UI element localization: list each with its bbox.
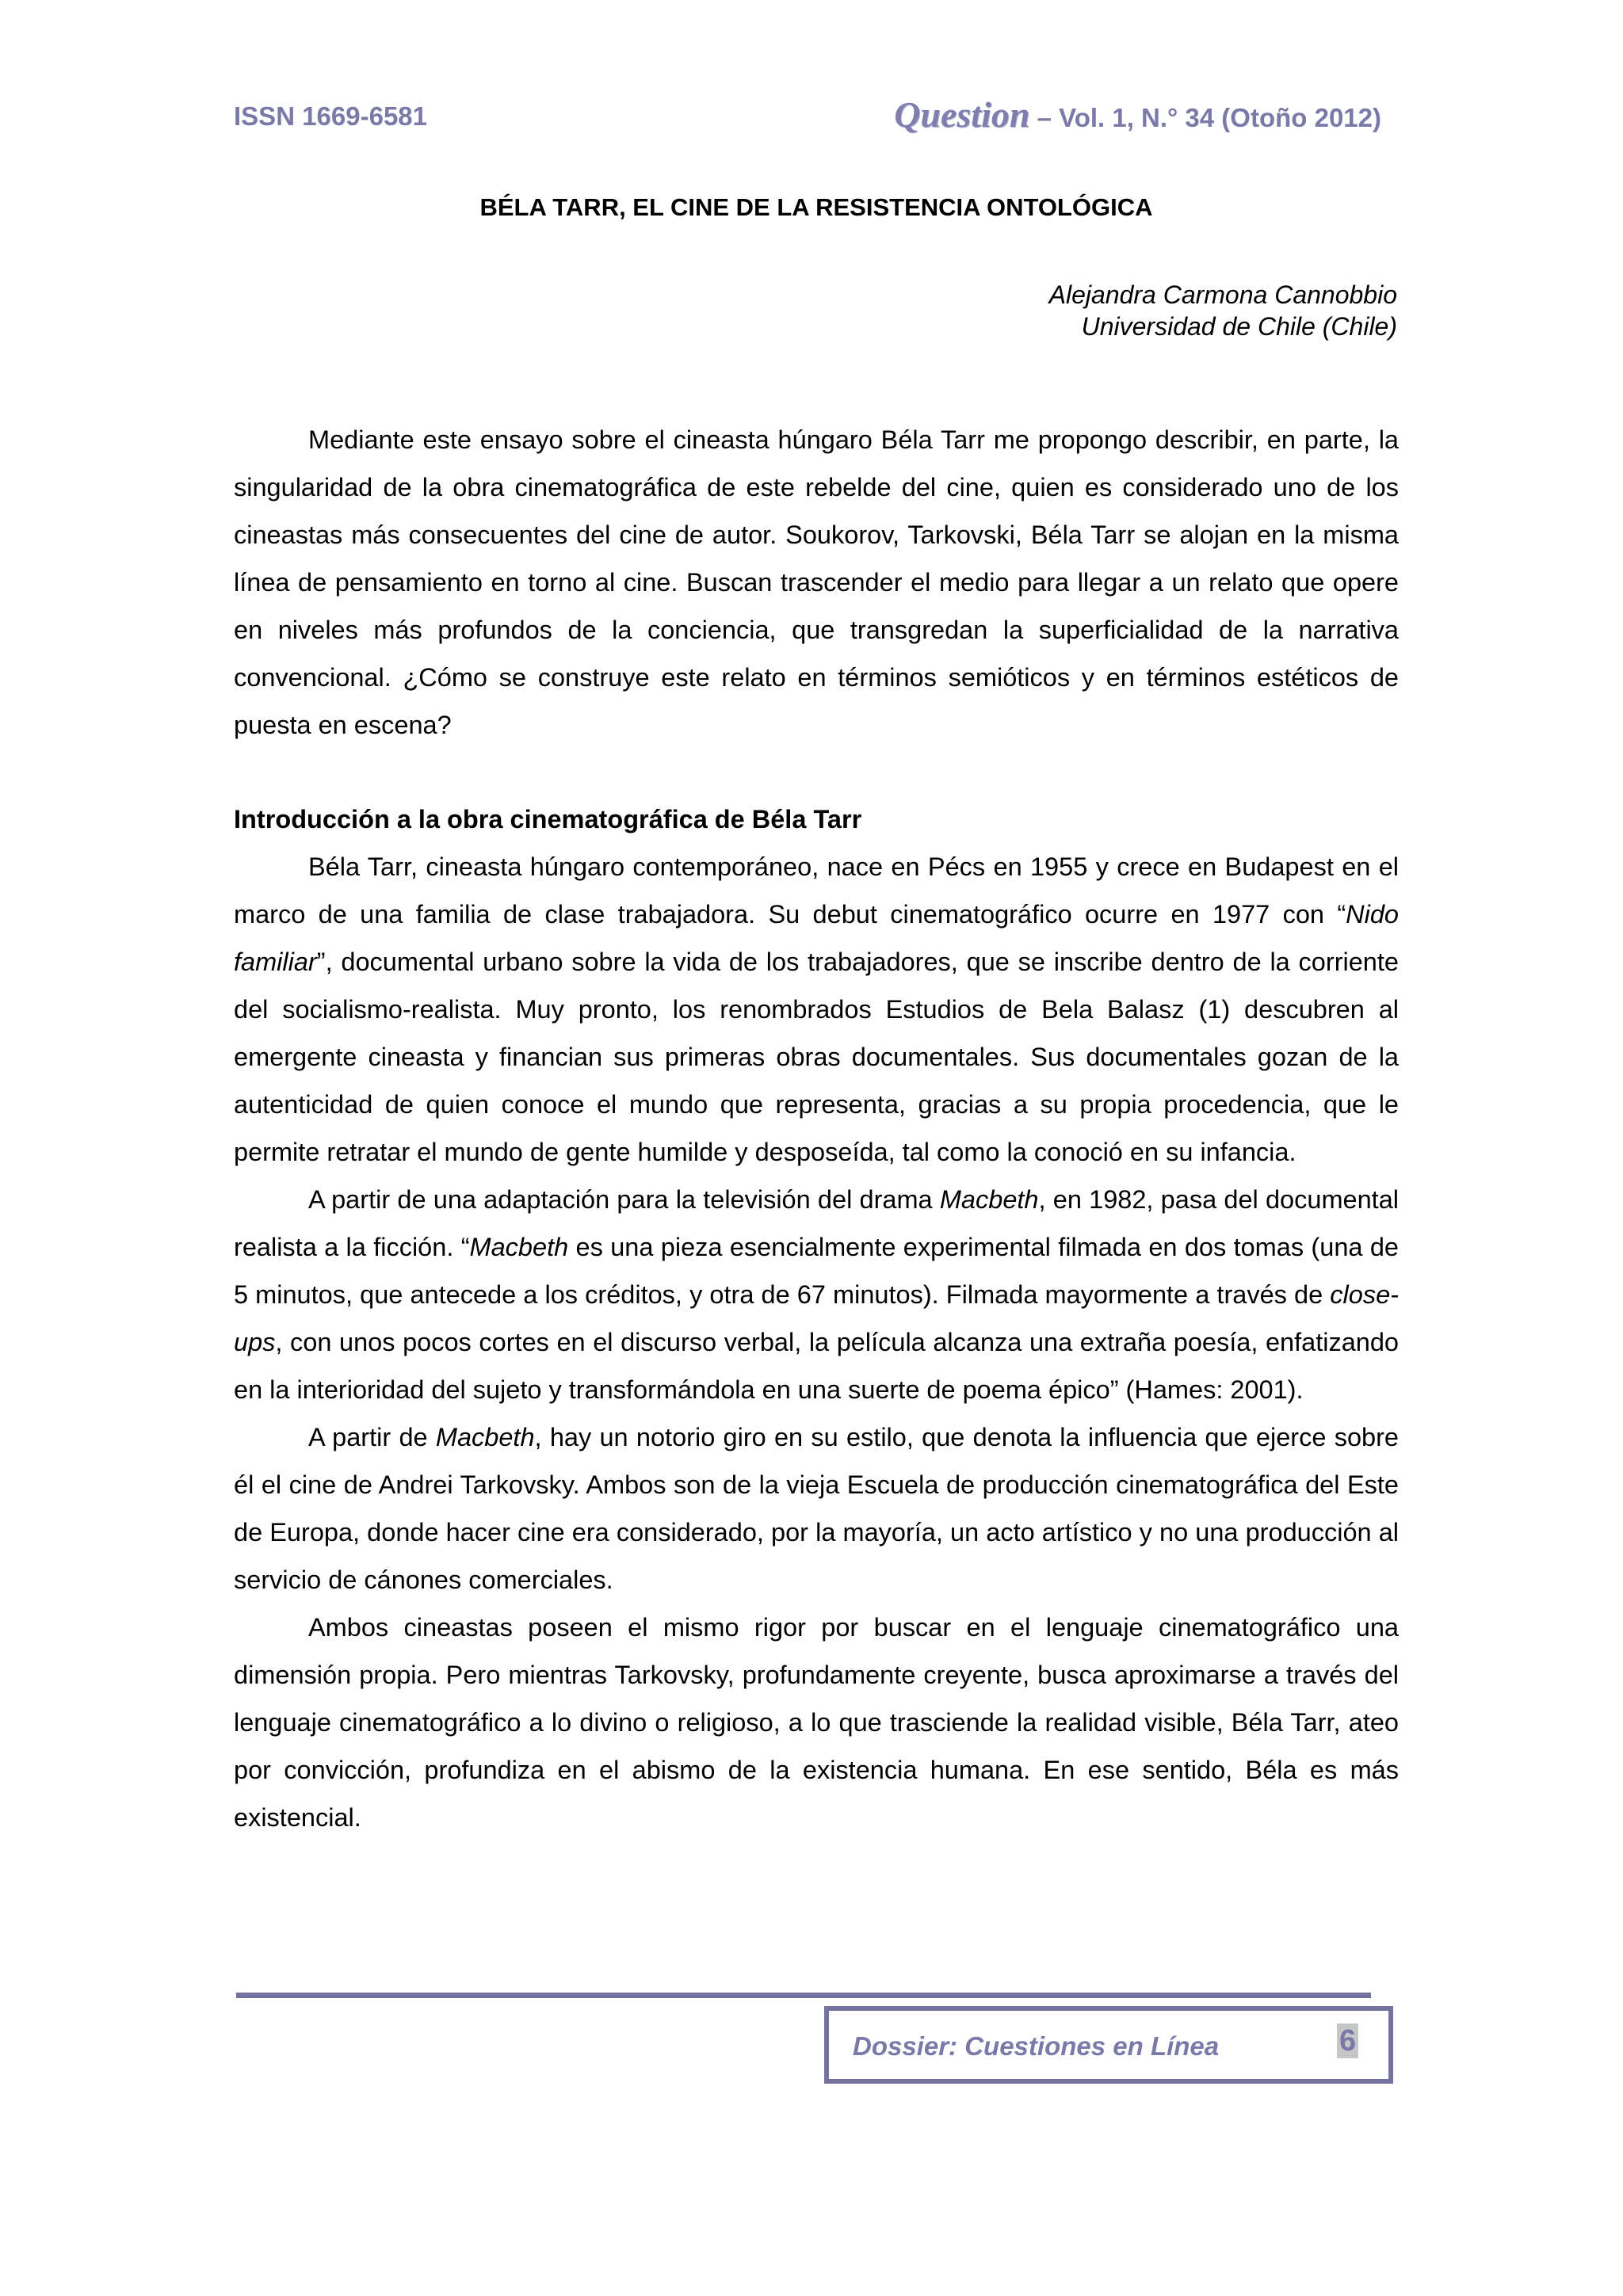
abstract-paragraph: Mediante este ensayo sobre el cineasta húngaro Béla Tarr me propongo describir, en parte, la singularidad de la obra cinematográfica de este rebelde del cine, quien es considerado uno de los cineastas más consecuentes del cine de autor. Soukorov, Tarkovski, Béla Tarr se alojan en la misma línea de pensamiento en torno al cine. Buscan trascender el medio para llegar a un relato que opere en niveles más profundos de la conciencia, que transgredan la superficialidad de la narrativa convencional. ¿Cómo se construye este relato en términos semióticos y en términos estéticos de puesta en escena?	[234, 425, 1399, 739]
introduction-section	[234, 795, 1399, 1841]
journal-name: Question	[894, 94, 1030, 135]
body-paragraph-2: A partir de una adaptación para la televisión del drama Macbeth, en 1982, pasa del documental realista a la ficción. “Macbeth es una pieza esencialmente experimental filmada en dos tomas (una de 5 minutos, que antecede a los créditos, y otra de 67 minutos). Filmada mayormente a través de close-ups, con unos pocos cortes en el discurso verbal, la película alcanza una extraña poesía, enfatizando en la interioridad del sujeto y transformándola en una suerte de poema épico” (Hames: 2001).	[234, 1185, 1399, 1404]
abstract-block	[234, 416, 1399, 749]
author-affiliation: Universidad de Chile (Chile)	[1081, 312, 1397, 341]
technical-term: close-ups	[234, 1280, 1399, 1356]
header-journal-issue	[894, 93, 1381, 135]
section-heading: Introducción a la obra cinematográfica de Béla Tarr	[234, 805, 862, 833]
film-title: Macbeth	[469, 1233, 569, 1261]
body-paragraph-1: Béla Tarr, cineasta húngaro contemporáneo, nace en Pécs en 1955 y crece en Budapest en el marco de una familia de clase trabajadora. Su debut cinematográfico ocurre en 1977 con “Nido familiar”, documental urbano sobre la vida de los trabajadores, que se inscribe dentro de la corriente del socialismo-realista. Muy pronto, los renombrados Estudios de Bela Balasz (1) descubren al emergente cineasta y financian sus primeras obras documentales. Sus documentales gozan de la autenticidad de quien conoce el mundo que representa, gracias a su propia procedencia, que le permite retratar el mundo de gente humilde y desposeída, tal como la conoció en su infancia.	[234, 852, 1399, 1166]
footer-box	[824, 2006, 1393, 2084]
issue-info: – Vol. 1, N.° 34 (Otoño 2012)	[1029, 103, 1381, 132]
author-name: Alejandra Carmona Cannobbio	[1048, 280, 1397, 309]
footer-divider	[236, 1993, 1371, 1998]
film-title: Nido familiar	[234, 900, 1399, 976]
header-issn: ISSN 1669-6581	[234, 101, 428, 131]
body-paragraph-4: Ambos cineastas poseen el mismo rigor por buscar en el lenguaje cinematográfico una dimensión propia. Pero mientras Tarkovsky, profundamente creyente, busca aproximarse a través del lenguaje cinematográfico a lo divino o religioso, a lo que trasciende la realidad visible, Béla Tarr, ateo por convicción, profundiza en el abismo de la existencia humana. En ese sentido, Béla es más existencial.	[234, 1613, 1399, 1832]
footer-section-label: Dossier: Cuestiones en Línea	[853, 2031, 1220, 2061]
article-title: BÉLA TARR, EL CINE DE LA RESISTENCIA ONTOLÓGICA	[479, 193, 1153, 221]
page-number: 6	[1337, 2023, 1358, 2058]
film-title: Macbeth	[435, 1423, 535, 1451]
body-paragraph-3: A partir de Macbeth, hay un notorio giro en su estilo, que denota la influencia que ejerce sobre él el cine de Andrei Tarkovsky. Ambos son de la vieja Escuela de producción cinematográfica del Este de Europa, donde hacer cine era considerado, por la mayoría, un acto artístico y no una producción al servicio de cánones comerciales.	[234, 1423, 1400, 1594]
film-title: Macbeth	[939, 1185, 1039, 1214]
